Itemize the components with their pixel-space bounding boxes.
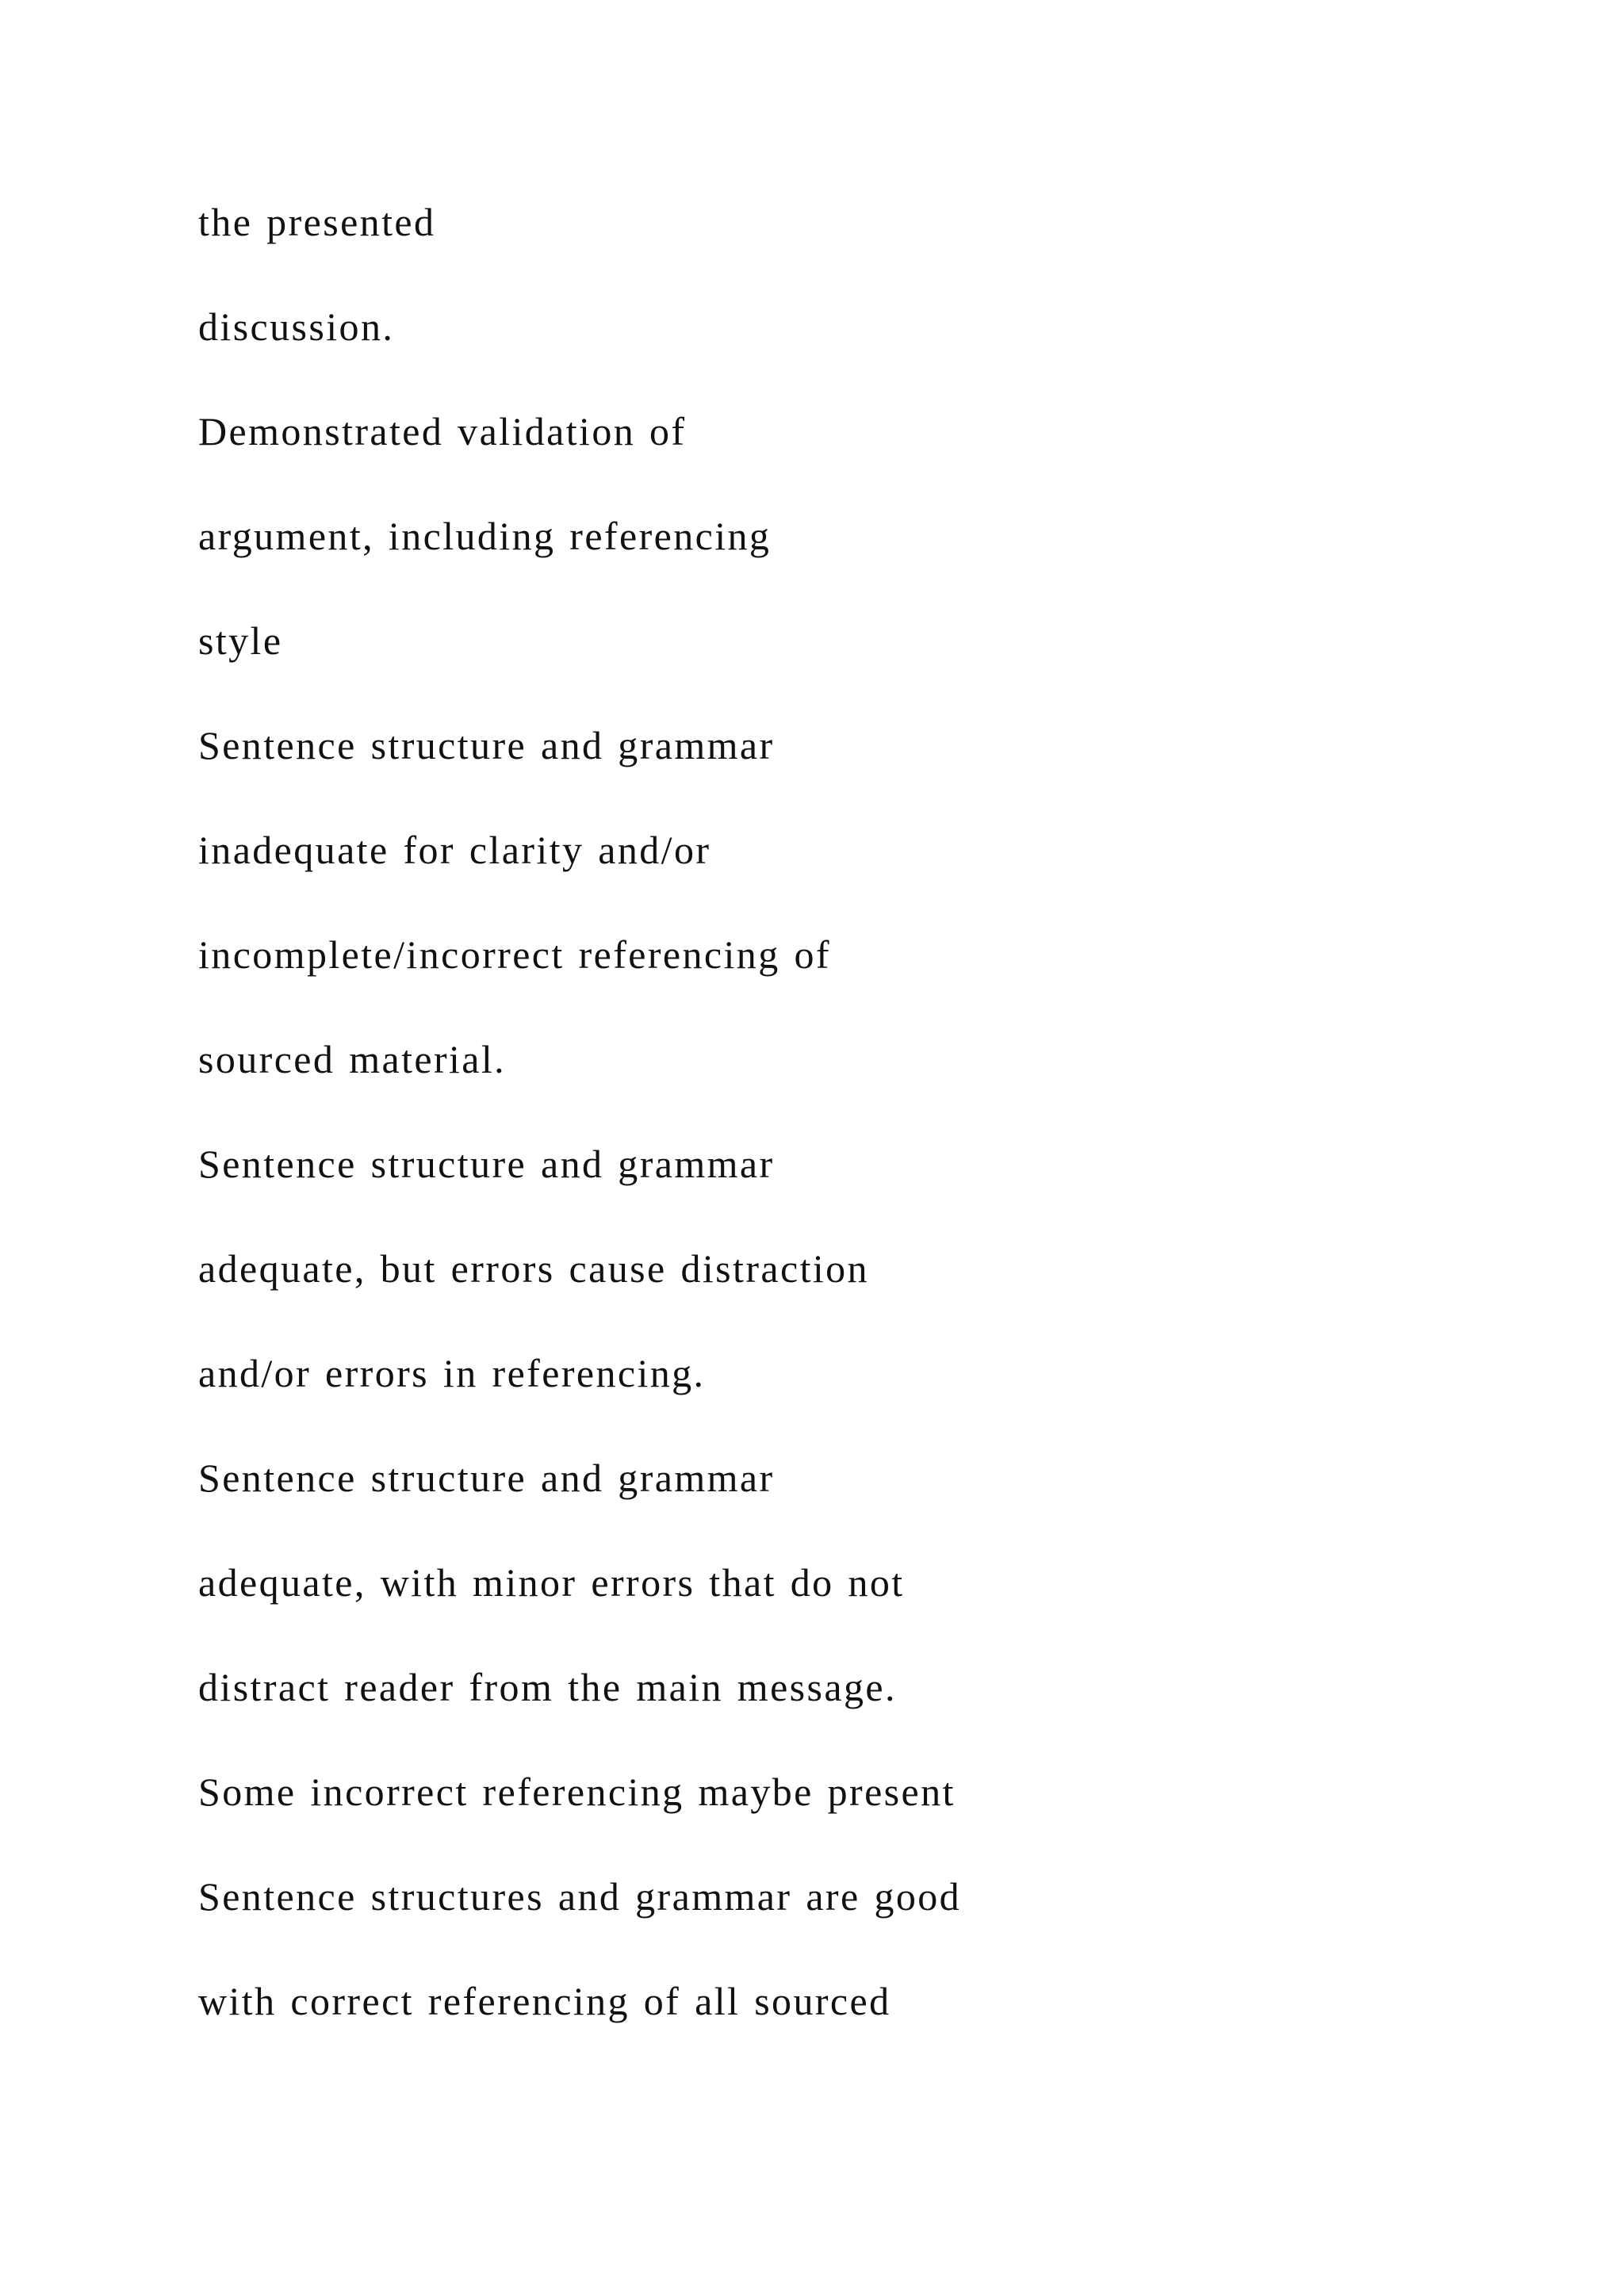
body-text xyxy=(198,182,1467,2066)
text-line: Sentence structures and grammar are good xyxy=(198,1874,962,1919)
text-line: the presented xyxy=(198,200,436,244)
text-line: adequate, with minor errors that do not xyxy=(198,1560,905,1605)
text-line: style xyxy=(198,618,283,663)
text-line: adequate, but errors cause distraction xyxy=(198,1246,869,1291)
text-line: and/or errors in referencing. xyxy=(198,1351,706,1395)
text-line: Some incorrect referencing maybe present xyxy=(198,1770,956,1814)
text-line: argument, including referencing xyxy=(198,514,772,558)
text-line: discussion. xyxy=(198,304,395,349)
text-line: incomplete/incorrect referencing of xyxy=(198,932,831,977)
text-line: distract reader from the main message. xyxy=(198,1665,897,1709)
text-line: Sentence structure and grammar xyxy=(198,1142,775,1186)
text-line: Demonstrated validation of xyxy=(198,409,687,453)
text-line: inadequate for clarity and/or xyxy=(198,828,711,872)
text-line: Sentence structure and grammar xyxy=(198,723,775,767)
text-line: Sentence structure and grammar xyxy=(198,1456,775,1500)
text-line: sourced material. xyxy=(198,1037,507,1081)
text-line: with correct referencing of all sourced xyxy=(198,1979,891,2023)
